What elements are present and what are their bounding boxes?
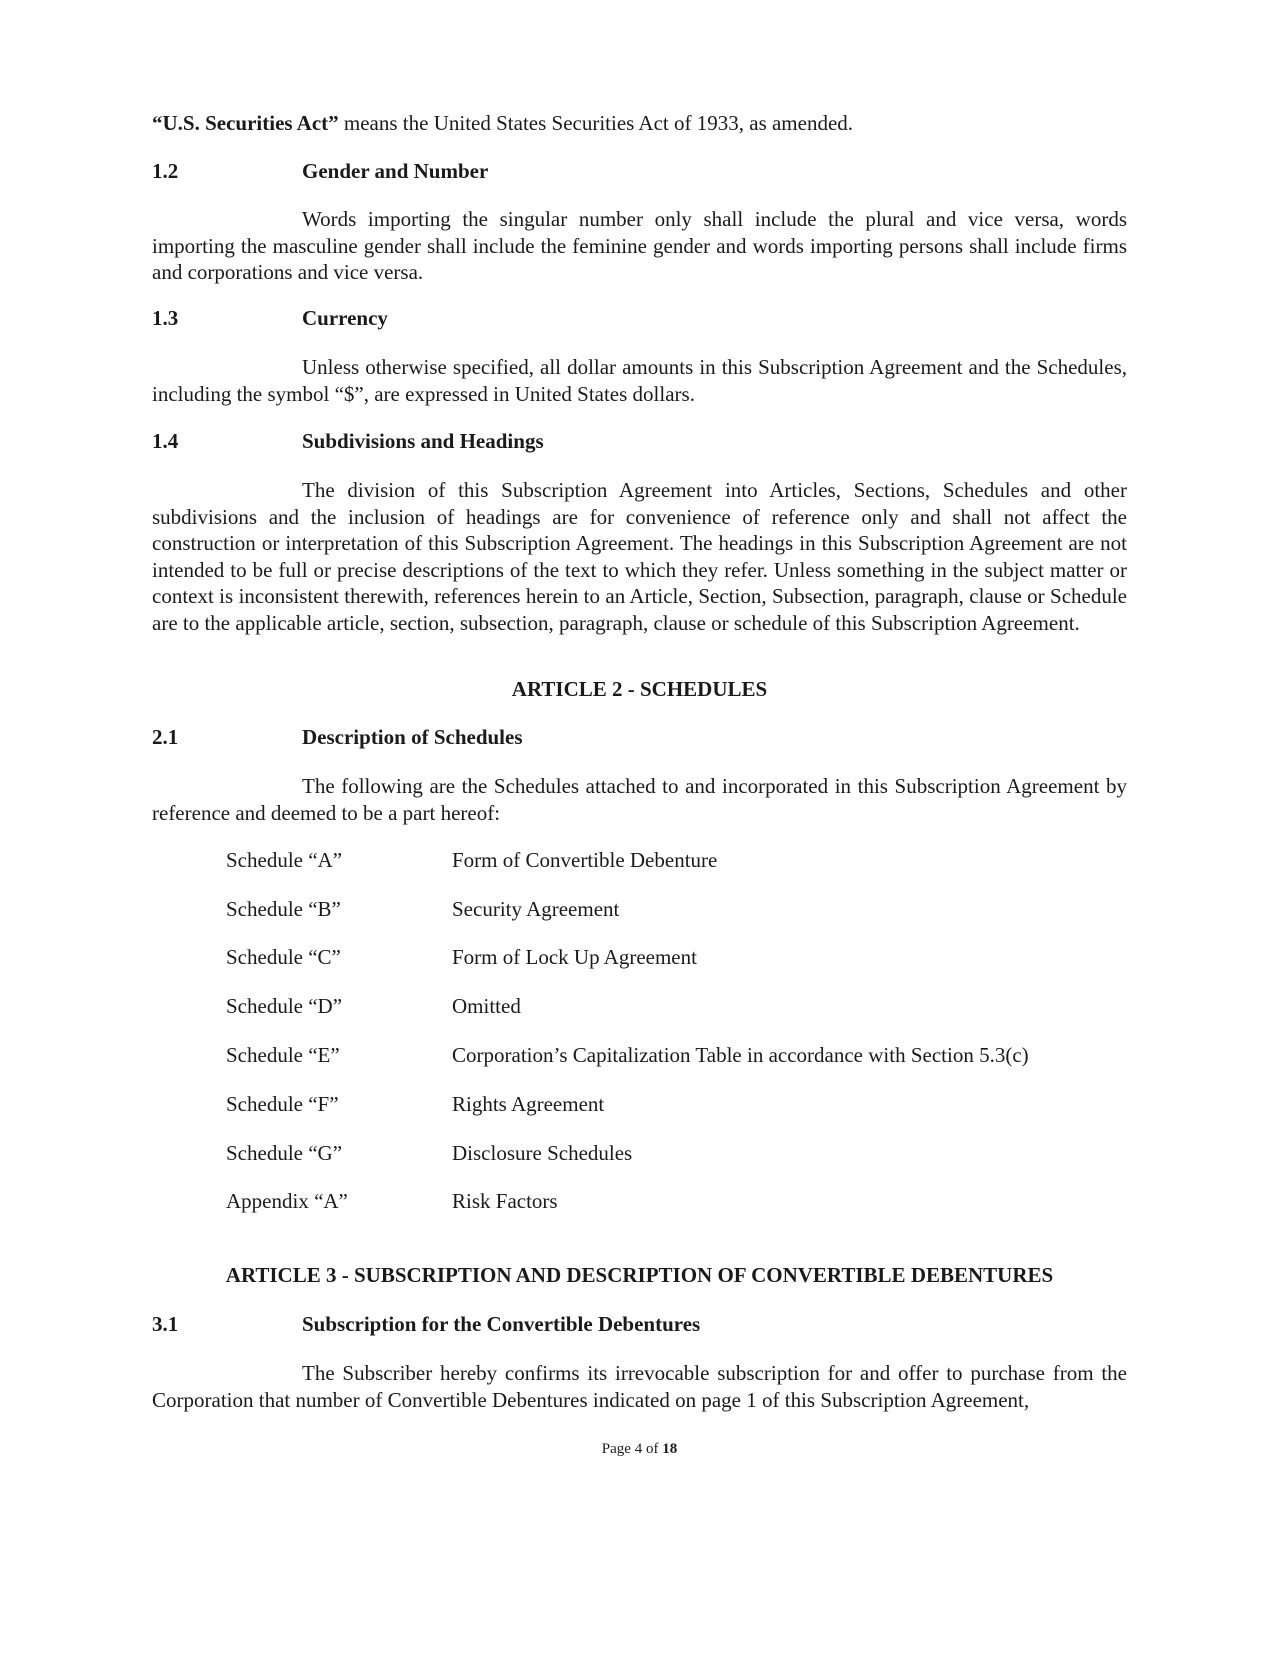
schedule-label: Schedule “B” [226, 897, 341, 921]
page-separator: of [642, 1441, 663, 1457]
schedule-row [226, 1091, 1126, 1117]
section-1-3-body: Unless otherwise specified, all dollar amounts in this Subscription Agreement and the Schedules, including the symbol “$”, are expressed in United States dollars. [152, 355, 1127, 406]
page-current: 4 [634, 1441, 643, 1457]
defined-term: “U.S. Securities Act” [152, 111, 339, 135]
schedule-description: Risk Factors [452, 1189, 558, 1213]
schedule-description: Corporation’s Capitalization Table in accordance with Section 5.3(c) [452, 1043, 1029, 1067]
schedule-description: Form of Convertible Debenture [452, 848, 718, 872]
us-securities-act-definition [152, 110, 1127, 137]
schedule-row [226, 1188, 1126, 1214]
schedule-row [226, 847, 1126, 873]
schedule-row [226, 993, 1126, 1019]
schedule-description: Rights Agreement [452, 1092, 605, 1116]
schedule-row [226, 1042, 1126, 1068]
document-page [152, 0, 1127, 1672]
schedule-description: Security Agreement [452, 897, 620, 921]
page-footer [152, 1436, 1127, 1463]
schedule-label: Schedule “C” [226, 945, 341, 969]
schedule-row [226, 944, 1126, 970]
schedule-row [226, 896, 1126, 922]
schedule-label: Schedule “F” [226, 1092, 339, 1116]
section-3-1-body: The Subscriber hereby confirms its irrevocable subscription for and offer to purchase from the Corporation that number of Convertible Debentures indicated on page 1 of this Subscription Agreement, [152, 1361, 1127, 1412]
schedule-label: Appendix “A” [226, 1189, 348, 1213]
section-1-2-body: Words importing the singular number only shall include the plural and vice versa, words importing the masculine gender shall include the feminine gender and words importing persons shall include firms and corporations and vice versa. [152, 207, 1127, 284]
section-number: 1.3 [152, 306, 179, 330]
section-number: 3.1 [152, 1312, 179, 1336]
definition-text: means the United States Securities Act of 1933, as amended. [338, 111, 854, 135]
section-title: Gender and Number [302, 159, 489, 183]
section-title: Description of Schedules [302, 725, 523, 749]
section-title: Subdivisions and Headings [302, 429, 544, 453]
section-title: Currency [302, 306, 388, 330]
schedule-description: Disclosure Schedules [452, 1141, 633, 1165]
schedule-label: Schedule “D” [226, 994, 343, 1018]
section-1-4-body: The division of this Subscription Agreement into Articles, Sections, Schedules and other subdivisions and the inclusion of headings are for convenience of reference only and shall not affect the construction or interpretation of this Subscription Agreement. The headings in this Subscription Agreement are not intended to be full or precise descriptions of the text to which they refer. Unless something in the subject matter or context is inconsistent therewith, references herein to an Article, Section, Subsection, paragraph, clause or Schedule are to the applicable article, section, subsection, paragraph, clause or schedule of this Subscription Agreement. [152, 478, 1127, 635]
section-2-1-body: The following are the Schedules attached to and incorporated in this Subscription Agreement by reference and deemed to be a part hereof: [152, 774, 1127, 825]
schedule-description: Omitted [452, 994, 521, 1018]
section-number: 1.4 [152, 429, 179, 453]
page-prefix: Page [601, 1441, 635, 1457]
schedule-description: Form of Lock Up Agreement [452, 945, 697, 969]
article-3-heading: ARTICLE 3 - SUBSCRIPTION AND DESCRIPTION OF CONVERTIBLE DEBENTURES [225, 1263, 1054, 1287]
schedule-row [226, 1140, 1126, 1166]
schedule-label: Schedule “A” [226, 848, 343, 872]
section-number: 2.1 [152, 725, 179, 749]
schedule-label: Schedule “G” [226, 1141, 343, 1165]
schedule-label: Schedule “E” [226, 1043, 340, 1067]
article-2-heading: ARTICLE 2 - SCHEDULES [511, 677, 768, 701]
page-total: 18 [662, 1441, 678, 1457]
section-number: 1.2 [152, 159, 179, 183]
section-title: Subscription for the Convertible Debentures [302, 1312, 701, 1336]
